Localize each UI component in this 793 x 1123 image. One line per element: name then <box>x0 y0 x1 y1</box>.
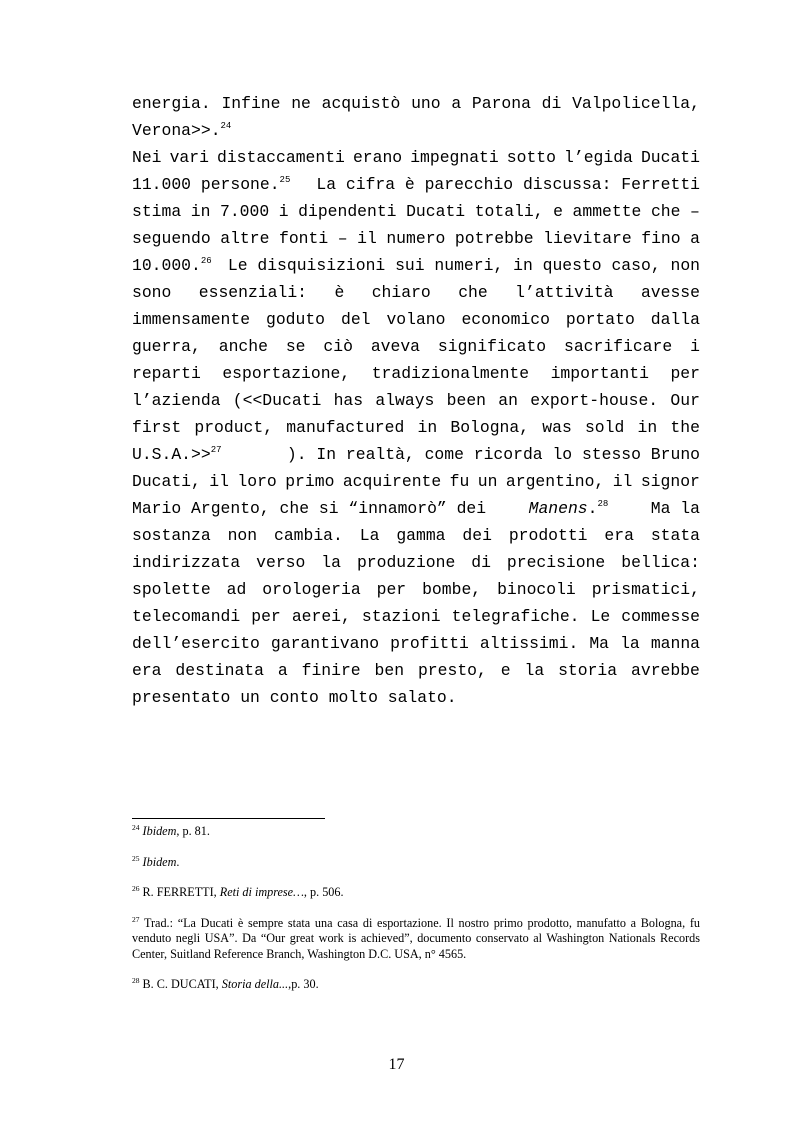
word: era <box>604 526 634 545</box>
word: Our <box>670 391 700 410</box>
footnote-ref[interactable]: 24 <box>220 121 232 131</box>
word: manufactured <box>286 418 405 437</box>
text-line <box>132 657 700 684</box>
word: gamma <box>396 526 446 545</box>
text-line <box>132 144 700 171</box>
text-line <box>132 414 700 441</box>
footnote-ref[interactable]: 28 <box>597 499 609 509</box>
word: la <box>524 661 545 680</box>
text-line <box>132 576 700 603</box>
word: destinata <box>175 661 264 680</box>
word: il <box>612 472 633 491</box>
word: seguendo <box>132 229 211 248</box>
word: totali, <box>474 202 544 221</box>
word: chiaro <box>371 283 431 302</box>
word: – <box>337 229 348 248</box>
word: goduto <box>266 310 326 329</box>
word: telegrafiche. <box>451 607 580 626</box>
word: numero <box>386 229 446 248</box>
word: il <box>209 472 229 491</box>
word: non <box>227 526 258 545</box>
word: erano <box>352 148 403 167</box>
footnote-ref[interactable]: 25 <box>279 175 291 185</box>
word: Ducati <box>406 202 466 221</box>
word: fu <box>449 472 470 491</box>
word: aveva <box>370 337 420 356</box>
text-line <box>132 387 700 414</box>
text-line <box>132 225 700 252</box>
text-line: Verona>>.$^{24}$ <box>132 121 232 140</box>
footnote-item: $^{25}$ Ibidem. <box>132 853 180 869</box>
word: manna <box>650 634 700 653</box>
footnote-ref[interactable]: 27 <box>210 445 222 455</box>
text-line <box>132 549 700 576</box>
word: acquistò <box>321 94 401 113</box>
word: presto, <box>417 661 487 680</box>
word: signor <box>640 472 700 491</box>
word: binocoli <box>497 580 576 599</box>
word: in <box>637 418 658 437</box>
word: e <box>553 202 563 221</box>
word: precisione <box>506 553 606 572</box>
text-line <box>132 333 700 360</box>
word: stazioni <box>361 607 441 626</box>
word: l’azienda <box>132 391 221 410</box>
word: indirizzata <box>132 553 241 572</box>
text-line <box>132 603 700 630</box>
word: product, <box>194 418 274 437</box>
footnote-ref[interactable]: 26 <box>200 256 212 266</box>
word: commesse <box>621 607 700 626</box>
word: sono <box>132 283 172 302</box>
word: export-house. <box>530 391 659 410</box>
word: storia <box>558 661 618 680</box>
word: finire <box>301 661 361 680</box>
word: cambia. <box>274 526 343 545</box>
word: fino <box>641 229 681 248</box>
word: prodotti <box>508 526 588 545</box>
word: lievitare <box>543 229 632 248</box>
word: la <box>321 553 341 572</box>
word: impegnati <box>410 148 499 167</box>
word: verso <box>256 553 306 572</box>
word: bombe, <box>422 580 482 599</box>
word: di <box>541 94 562 113</box>
text-line <box>132 522 700 549</box>
footnote-item: $^{26}$ R. FERRETTI, Reti di imprese…, p. 506. <box>132 884 344 899</box>
word: dell’esercito <box>132 634 260 653</box>
word: (<<Ducati <box>232 391 322 410</box>
word: garantivano <box>270 634 380 653</box>
word: per <box>376 580 407 599</box>
word: aerei, <box>291 607 351 626</box>
word: – <box>690 202 700 221</box>
word: il <box>357 229 377 248</box>
word: essenziali: <box>198 283 307 302</box>
word: has <box>333 391 364 410</box>
word: era <box>132 661 162 680</box>
footnote-separator <box>132 818 325 819</box>
word: loro <box>237 472 277 491</box>
word: anche <box>218 337 268 356</box>
word: tradizionalmente <box>371 364 530 383</box>
word: dipendenti <box>298 202 397 221</box>
word: l’attività <box>515 283 614 302</box>
footnotes <box>132 824 700 1008</box>
word: ben <box>374 661 405 680</box>
word: se <box>285 337 306 356</box>
word: del <box>340 310 371 329</box>
word: ne <box>291 94 311 113</box>
footnote-item: $^{24}$ Ibidem, p. 81. <box>132 823 210 838</box>
text-line <box>132 198 700 225</box>
word: significato <box>437 337 547 356</box>
word: altissimi. <box>479 634 579 653</box>
word: Parona <box>471 94 531 113</box>
text-line: 10.000.26 Le disquisizioni sui numeri, in questo caso, non <box>132 256 700 275</box>
word: la <box>620 634 640 653</box>
word: ammette <box>572 202 642 221</box>
word: i <box>690 337 700 356</box>
word: altre <box>220 229 270 248</box>
word: argentino, <box>505 472 605 491</box>
page-number: 17 <box>388 1056 405 1073</box>
word: che <box>650 202 681 221</box>
word: reparti <box>132 364 201 383</box>
word: primo <box>285 472 335 491</box>
word: potrebbe <box>454 229 534 248</box>
word: uno <box>411 94 441 113</box>
word: stata <box>650 526 700 545</box>
word: ciò <box>323 337 353 356</box>
word: a <box>277 661 288 680</box>
word: sacrificare <box>563 337 673 356</box>
word: di <box>471 553 491 572</box>
word: acquirente <box>342 472 442 491</box>
footnote-item: $^{27}$ Trad.: “La Ducati è sempre stata una casa di esportazione. Il nostro primo prodotto, manufatto a Bologna, fu venduto negli USA”. Da “Our great work is achieved”, documento conservato al Washington Nationals Records Center, Suitland Reference Branch, Washington D.C. USA, n° 4565. <box>132 914 700 961</box>
word: 7.000 <box>220 202 270 221</box>
word: dalla <box>650 310 700 329</box>
text-line <box>132 468 700 495</box>
body-text <box>132 90 700 711</box>
word: Bologna, <box>450 418 530 437</box>
word: importanti <box>550 364 649 383</box>
word: first <box>132 418 182 437</box>
word: distaccamenti <box>217 148 345 167</box>
word: produzione <box>356 553 456 572</box>
text-line <box>132 360 700 387</box>
text-line <box>132 279 700 306</box>
word: dei <box>462 526 492 545</box>
text-line: U.S.A.>>$^{27}$ ). In realtà, come ricorda lo stesso Bruno <box>132 445 700 464</box>
word: sold <box>584 418 625 437</box>
word: guerra, <box>132 337 201 356</box>
word: the <box>670 418 700 437</box>
word: a <box>451 94 462 113</box>
word: avrebbe <box>631 661 700 680</box>
word: l’egida <box>564 148 633 167</box>
text-line <box>132 630 700 657</box>
word: esportazione, <box>222 364 351 383</box>
text-line: presentato un conto molto salato. <box>132 688 457 707</box>
word: portato <box>565 310 635 329</box>
word: orologeria <box>262 580 361 599</box>
word: fonti <box>278 229 329 248</box>
word: been <box>446 391 487 410</box>
word: vari <box>169 148 209 167</box>
word: stima <box>132 202 182 221</box>
word: energia. <box>132 94 211 113</box>
word: i <box>278 202 289 221</box>
word: per <box>670 364 700 383</box>
footnote-item: $^{28}$ B. C. DUCATI, Storia della...,p. 30. <box>132 976 319 991</box>
word: sostanza <box>132 526 211 545</box>
word: was <box>542 418 572 437</box>
word: an <box>498 391 518 410</box>
word: Infine <box>221 94 281 113</box>
word: Ducati, <box>132 472 201 491</box>
word: always <box>375 391 435 410</box>
word: immensamente <box>132 310 251 329</box>
word: un <box>477 472 498 491</box>
word: sotto <box>506 148 556 167</box>
word: Le <box>590 607 611 626</box>
text-line <box>132 306 700 333</box>
text-line: Mario Argento, che si “innamorò” dei Manens.$^{28}$ Ma la <box>132 499 700 518</box>
word: per <box>251 607 281 626</box>
word: Valpolicella, <box>572 94 700 113</box>
word: è <box>334 283 345 302</box>
text-line: 11.000 persone.$^{25}$ La cifra è parecchio discussa: Ferretti <box>132 175 700 194</box>
word: prismatici, <box>591 580 700 599</box>
word: avesse <box>640 283 700 302</box>
word: bellica: <box>621 553 700 572</box>
word: telecomandi <box>132 607 241 626</box>
word: economico <box>461 310 550 329</box>
word: in <box>190 202 211 221</box>
word: Ducati <box>640 148 700 167</box>
word: e <box>500 661 511 680</box>
word: ad <box>226 580 247 599</box>
text-line <box>132 90 700 117</box>
word: Ma <box>589 634 610 653</box>
word: in <box>417 418 438 437</box>
word: che <box>458 283 488 302</box>
italic-title: Manens <box>528 499 588 518</box>
word: profitti <box>390 634 469 653</box>
word: Nei <box>132 148 162 167</box>
word: La <box>359 526 380 545</box>
word: volano <box>386 310 446 329</box>
word: a <box>690 229 700 248</box>
word: spolette <box>132 580 211 599</box>
